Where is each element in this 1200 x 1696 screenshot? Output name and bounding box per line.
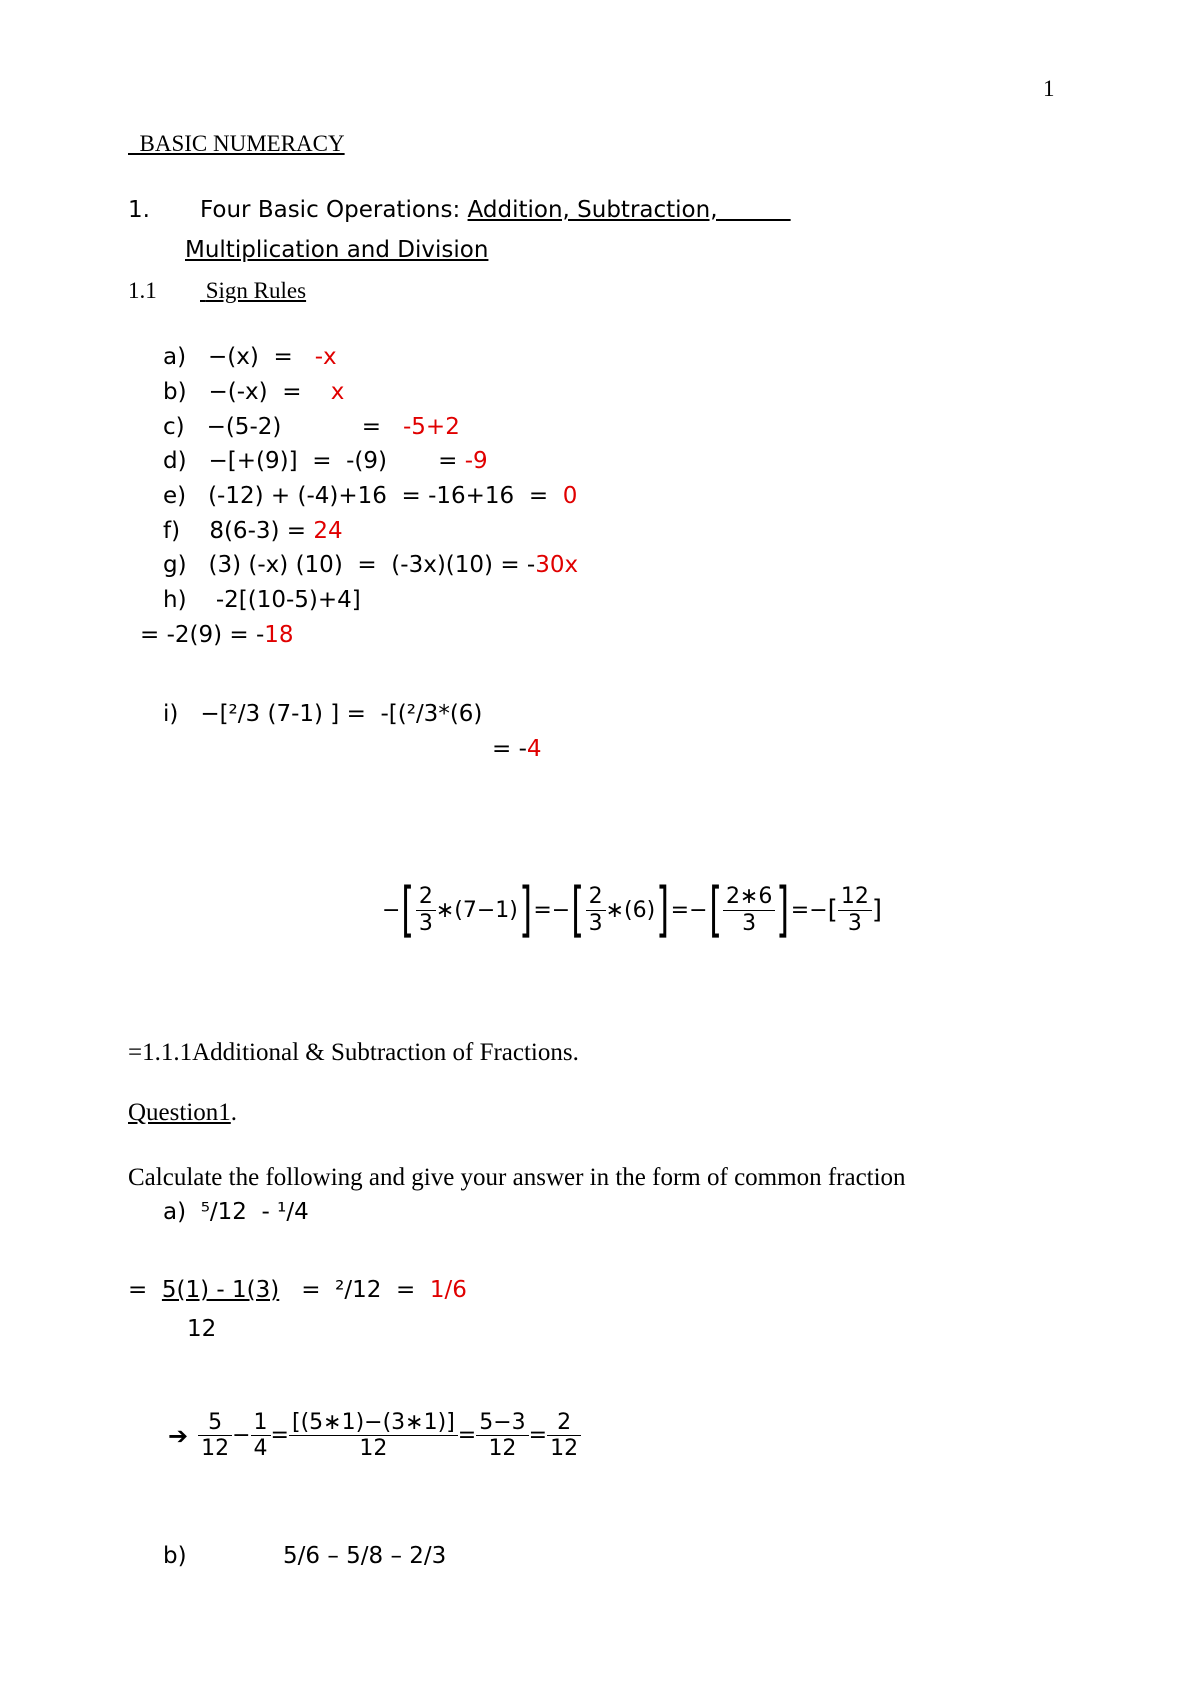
question-b-expr: 5/6 – 5/8 – 2/3 (283, 1543, 447, 1569)
equation-bracket-fractions: − [ $\frac{2}{3}$ ∗(7−1) ] =− [ $\frac{2}{3}$ ∗(6) ] =− [ $\frac{2∗6}{3}$ ] =− [ $\frac{12}{3}$ ] (382, 875, 882, 945)
rule-item: b) −(-x) = x (163, 379, 345, 405)
fraction: $\frac{12}{3}$ (838, 884, 872, 936)
rule-item-i: i) −[²/3 (7-1) ] = -[(²/3*(6) (163, 701, 483, 727)
fraction: $\frac{1}{4}$ (251, 1410, 271, 1462)
question-a-work: = 5(1) - 1(3) = ²/12 = 1/6 (128, 1277, 467, 1303)
rule-answer: 18 (264, 622, 294, 648)
rule-item: g) (3) (-x) (10) = (-3x)(10) = -30x (163, 552, 579, 578)
question-b-label: b) (163, 1543, 187, 1569)
rule-answer: 4 (526, 736, 542, 762)
section-1-1-title: Sign Rules (205, 278, 307, 303)
bracket-close: ] (656, 875, 670, 945)
section-1-line2: Multiplication and Division (185, 237, 489, 263)
rule-item: f) 8(6-3) = 24 (163, 518, 343, 544)
section-1-1-number: 1.1 (128, 278, 157, 303)
subsection-heading: =1.1.1Additional & Subtraction of Fractions. (128, 1039, 579, 1066)
rule-item: a) −(x) = -x (163, 344, 337, 370)
section-1-heading (200, 197, 791, 223)
rule-answer: -x (314, 344, 337, 370)
rule-item: e) (-12) + (-4)+16 = -16+16 = 0 (163, 483, 578, 509)
bracket-open: [ (571, 875, 585, 945)
question-a: a) ⁵/12 - ¹/4 (163, 1199, 309, 1225)
question-text: Calculate the following and give your answer in the form of common fraction (128, 1164, 906, 1191)
bracket-open: [ (708, 875, 722, 945)
fraction: $\frac{2}{12}$ (547, 1410, 581, 1462)
page-title (128, 131, 345, 157)
rule-item: h) -2[(10-5)+4] (163, 587, 361, 613)
rule-i-result: = -4 (492, 736, 542, 762)
question-label: Question1. (128, 1099, 238, 1126)
rule-answer: 30x (535, 552, 579, 578)
rule-answer: 0 (562, 483, 578, 509)
fraction: $\frac{2}{3}$ (416, 884, 436, 936)
bracket-close: ] (519, 875, 533, 945)
rule-answer: 24 (313, 518, 343, 544)
fraction: $\frac{[(5∗1)-(3∗1)]}{12}$ (289, 1410, 458, 1462)
rule-answer: x (330, 379, 345, 405)
equation-fraction-subtraction: ➔ $\frac{5}{12}$ − $\frac{1}{4}$ = $\frac{[(5∗1)-(3∗1)]}{12}$ = $\frac{5-3}{12}$ = $\frac{2}{12}$ (168, 1410, 581, 1462)
fraction: $\frac{2∗6}{3}$ (723, 884, 775, 936)
rule-item: d) −[+(9)] = -(9) = -9 (163, 448, 488, 474)
bracket-open: [ (401, 875, 415, 945)
page-title-text: BASIC NUMERACY (139, 131, 345, 156)
question-a-denominator: 12 (187, 1316, 217, 1342)
section-1-underlined: Addition, Subtraction, (467, 197, 718, 223)
arrow-icon: ➔ (168, 1421, 189, 1450)
fraction: $\frac{2}{3}$ (586, 884, 606, 936)
fraction: $\frac{5-3}{12}$ (476, 1410, 528, 1462)
rule-h-result: = -2(9) = -18 (140, 622, 294, 648)
answer: 1/6 (429, 1277, 467, 1303)
rule-answer: -5+2 (402, 414, 460, 440)
bracket-close: ] (776, 875, 790, 945)
section-1-text: Four Basic Operations: (200, 197, 468, 223)
fraction: $\frac{5}{12}$ (198, 1410, 232, 1462)
rule-answer: -9 (464, 448, 488, 474)
rule-item: c) −(5-2) = -5+2 (163, 414, 460, 440)
page-number: 1 (1043, 76, 1055, 101)
section-1-number: 1. (128, 197, 150, 223)
